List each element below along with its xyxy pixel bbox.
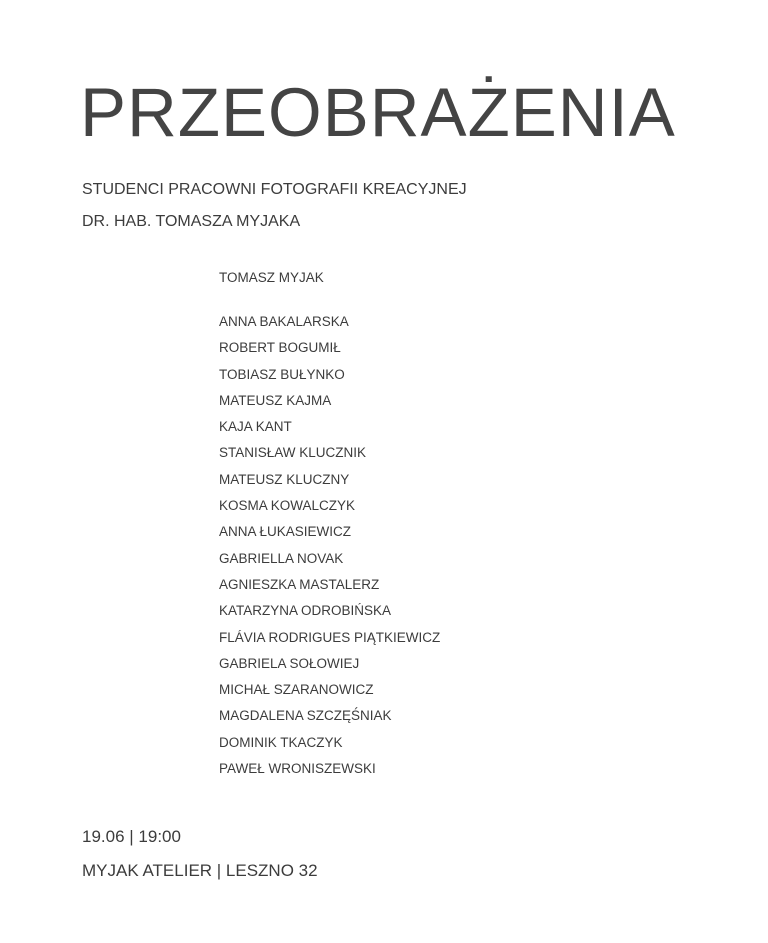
- artist-name: GABRIELLA NOVAK: [219, 550, 344, 566]
- artist-name: MATEUSZ KLUCZNY: [219, 471, 350, 487]
- artist-list: [219, 309, 440, 782]
- artist-name: MICHAŁ SZARANOWICZ: [219, 682, 374, 698]
- artist-name: FLÁVIA RODRIGUES PIĄTKIEWICZ: [219, 629, 441, 645]
- poster-title: PRZEOBRAŻENIA: [80, 74, 676, 151]
- artist-name: KATARZYNA ODROBIŃSKA: [219, 603, 392, 619]
- event-date-time: 19.06 | 19:00: [82, 827, 181, 846]
- artist-name: GABRIELA SOŁOWIEJ: [219, 655, 360, 671]
- artist-name: ROBERT BOGUMIŁ: [219, 340, 341, 356]
- subtitle-line-2: DR. HAB. TOMASZA MYJAKA: [82, 213, 301, 230]
- artist-name: AGNIESZKA MASTALERZ: [219, 576, 380, 592]
- artist-name: MATEUSZ KAJMA: [219, 392, 332, 408]
- artist-name: MAGDALENA SZCZĘŚNIAK: [219, 708, 392, 724]
- subtitle-line-1: STUDENCI PRACOWNI FOTOGRAFII KREACYJNEJ: [82, 181, 467, 198]
- artist-name: ANNA ŁUKASIEWICZ: [219, 524, 352, 540]
- artist-name: PAWEŁ WRONISZEWSKI: [219, 761, 376, 777]
- artist-name: TOBIASZ BUŁYNKO: [219, 366, 345, 382]
- artist-name: ANNA BAKALARSKA: [219, 314, 349, 329]
- artist-name: KOSMA KOWALCZYK: [219, 498, 356, 514]
- artist-name: KAJA KANT: [219, 419, 292, 435]
- artist-name: STANISŁAW KLUCZNIK: [219, 445, 367, 461]
- event-venue: MYJAK ATELIER | LESZNO 32: [82, 861, 318, 880]
- lead-artist: TOMASZ MYJAK: [219, 270, 324, 285]
- artist-name: DOMINIK TKACZYK: [219, 734, 343, 750]
